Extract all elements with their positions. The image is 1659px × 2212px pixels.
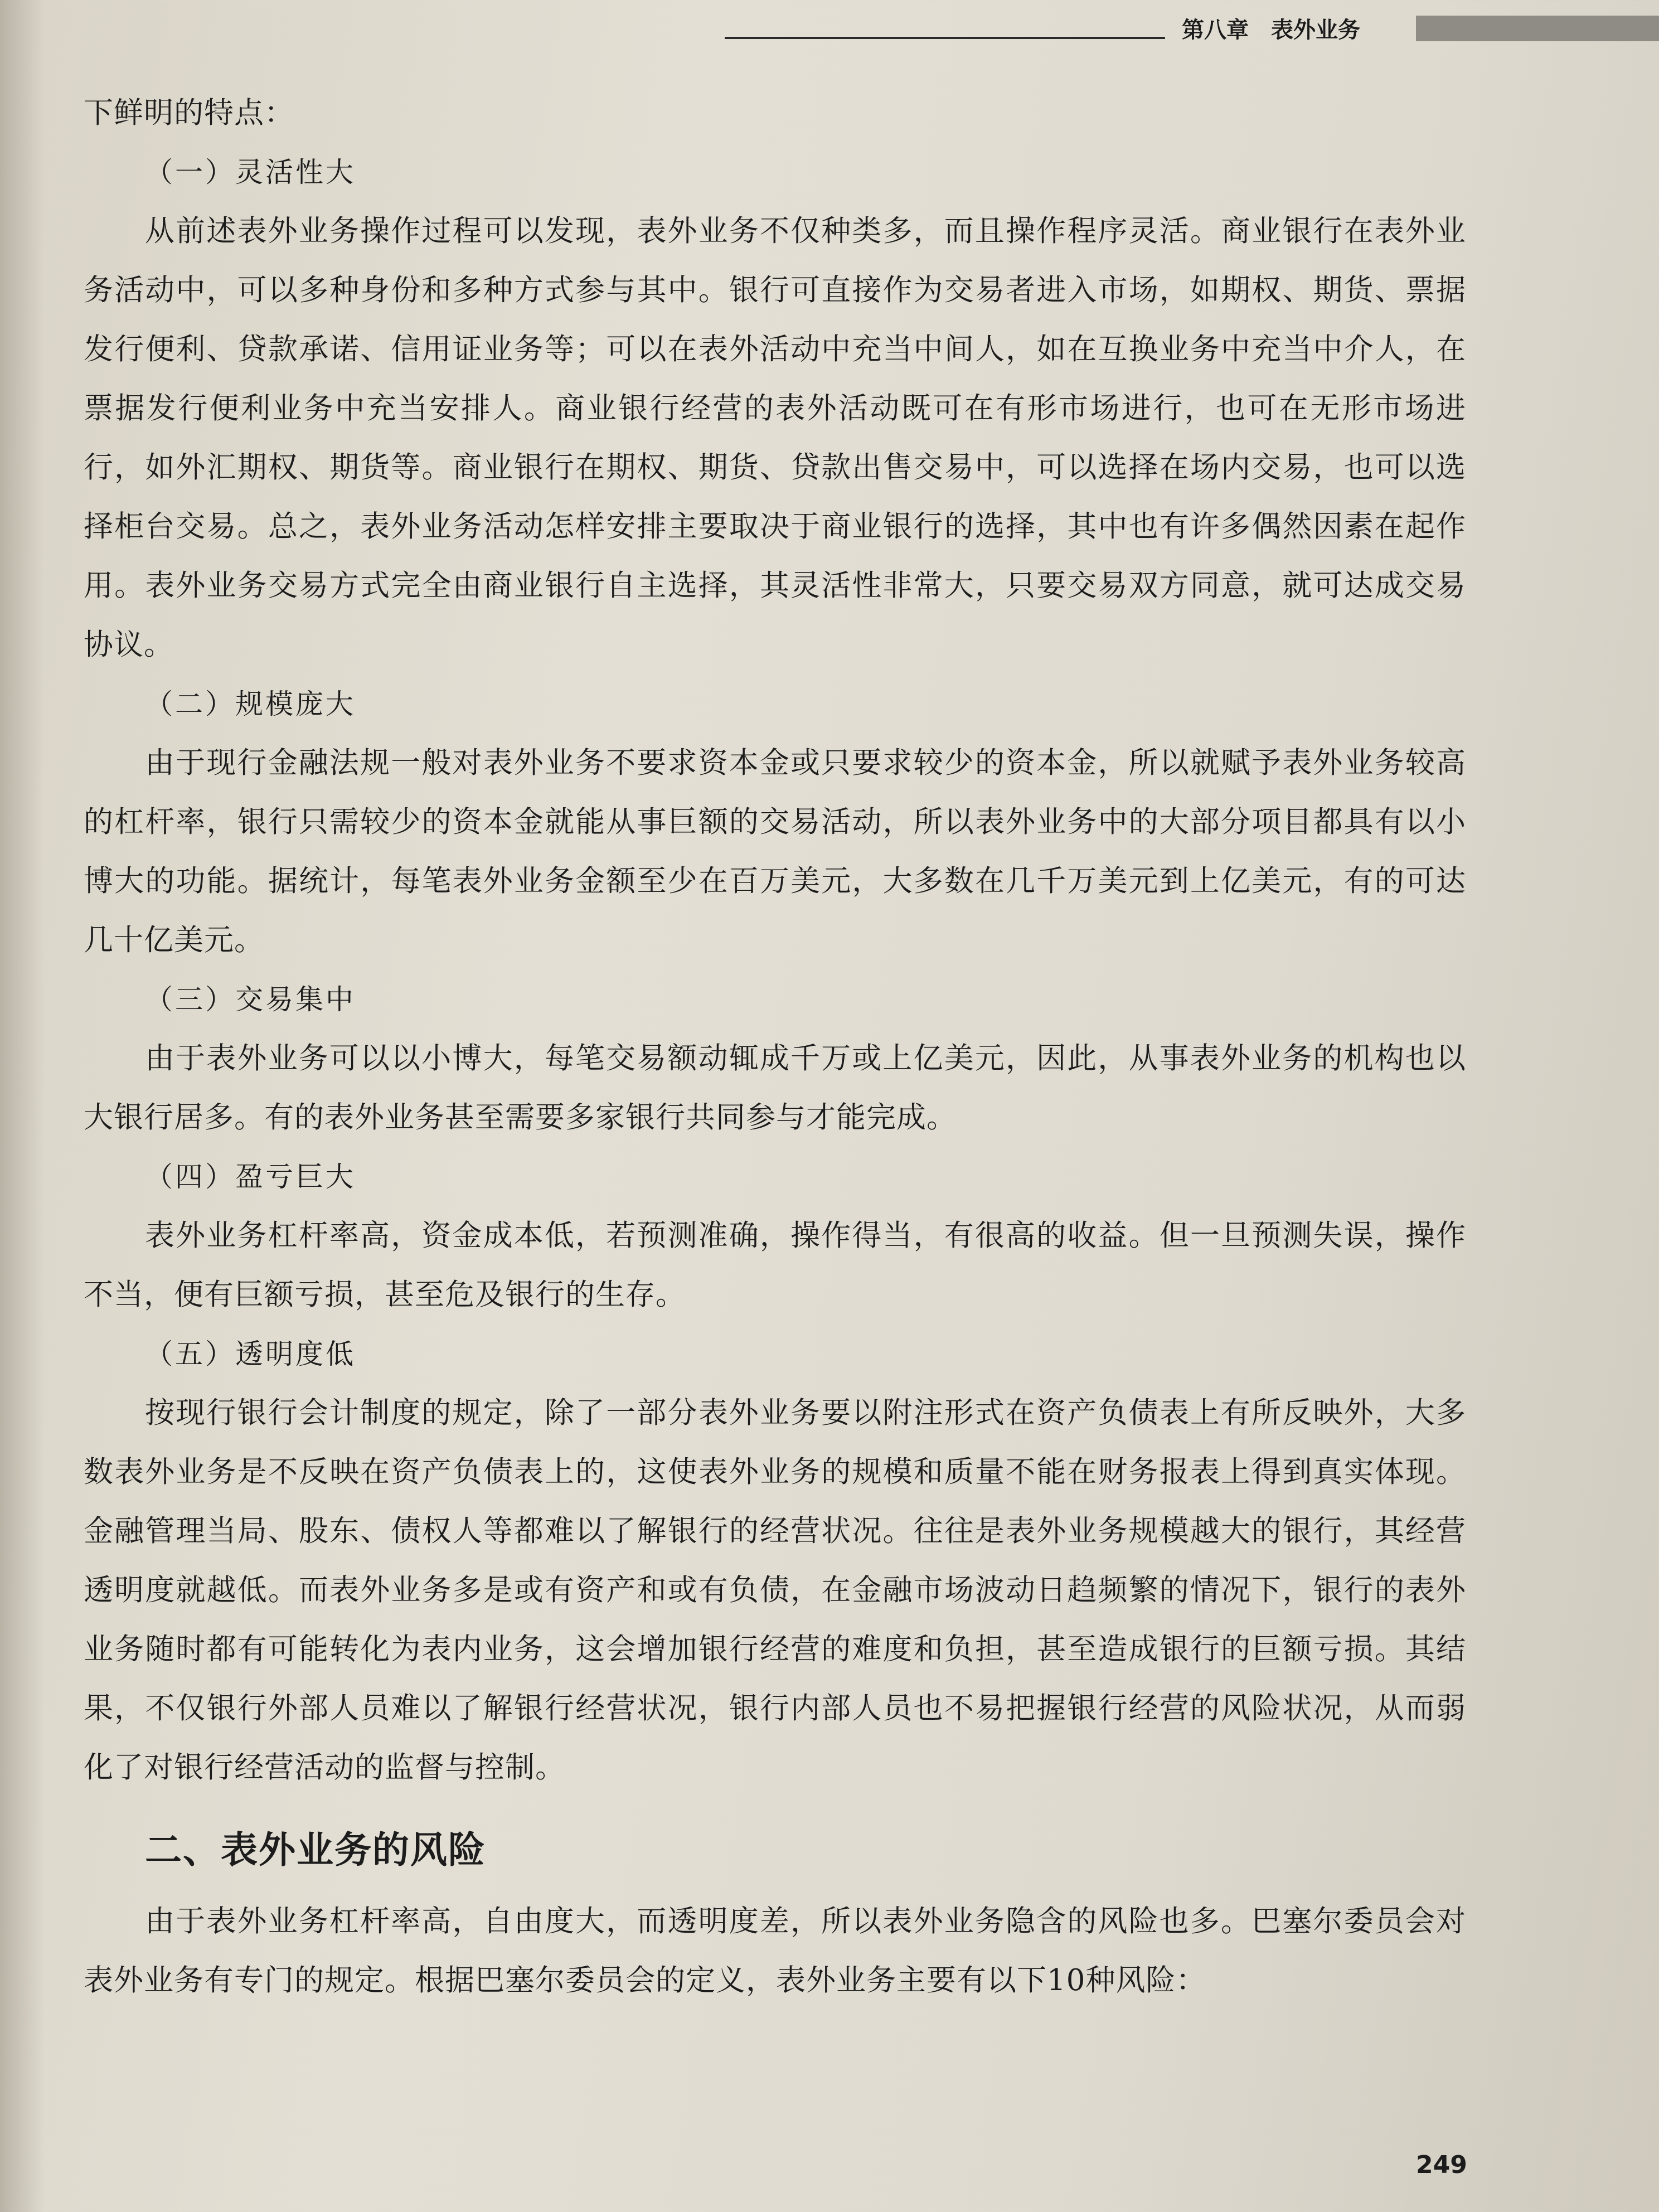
feature-heading-3: （三）交易集中 [145, 983, 356, 1016]
page-body [84, 84, 1466, 2010]
feature-paragraph-5: 按现行银行会计制度的规定，除了一部分表外业务要以附注形式在资产负债表上有所反映外，大多数表外业务是不反映在资产负债表上的，这使表外业务的规模和质量不能在财务报表上得到真实体现。金融管理当局、股东、债权人等都难以了解银行的经营状况。往往是表外业务规模越大的银行，其经营透明度就越低。而表外业务多是或有资产和或有负债，在金融市场波动日趋频繁的情况下，银行的表外业务随时都有可能转化为表内业务，这会增加银行经营的难度和负担，甚至造成银行的巨额亏损。其结果，不仅银行外部人员难以了解银行经营状况，银行内部人员也不易把握银行经营的风险状况，从而弱化了对银行经营活动的监督与控制。 [84, 1396, 1466, 1784]
feature-paragraph-3: 由于表外业务可以以小博大，每笔交易额动辄成千万或上亿美元，因此，从事表外业务的机构也以大银行居多。有的表外业务甚至需要多家银行共同参与才能完成。 [84, 1041, 1466, 1134]
feature-paragraph-1: 从前述表外业务操作过程可以发现，表外业务不仅种类多，而且操作程序灵活。商业银行在表外业务活动中，可以多种身份和多种方式参与其中。银行可直接作为交易者进入市场，如期权、期货、票据发行便利、贷款承诺、信用证业务等；可以在表外活动中充当中间人，如在互换业务中充当中介人，在票据发行便利业务中充当安排人。商业银行经营的表外活动既可在有形市场进行，也可在无形市场进行，如外汇期权、期货等。商业银行在期权、期货、贷款出售交易中，可以选择在场内交易，也可以选择柜台交易。总之，表外业务活动怎样安排主要取决于商业银行的选择，其中也有许多偶然因素在起作用。表外业务交易方式完全由商业银行自主选择，其灵活性非常大，只要交易双方同意，就可达成交易协议。 [84, 214, 1466, 662]
section-paragraph: 由于表外业务杠杆率高，自由度大，而透明度差，所以表外业务隐含的风险也多。巴塞尔委员会对表外业务有专门的规定。根据巴塞尔委员会的定义，表外业务主要有以下10种风险： [84, 1904, 1466, 1997]
chapter-tab-marker [1416, 16, 1659, 41]
lead-line: 下鲜明的特点： [84, 96, 294, 130]
feature-heading-2: （二）规模庞大 [145, 688, 356, 720]
header-rule [725, 37, 1165, 39]
feature-paragraph-4: 表外业务杠杆率高，资金成本低，若预测准确，操作得当，有很高的收益。但一旦预测失误，操作不当，便有巨额亏损，甚至危及银行的生存。 [84, 1219, 1466, 1312]
running-header [725, 12, 1659, 46]
page-gutter-shadow [0, 0, 45, 2212]
section-title: 二、表外业务的风险 [145, 1828, 486, 1871]
feature-heading-4: （四）盈亏巨大 [145, 1161, 356, 1193]
feature-heading-1: （一）灵活性大 [145, 156, 356, 188]
feature-paragraph-2: 由于现行金融法规一般对表外业务不要求资本金或只要求较少的资本金，所以就赋予表外业务较高的杠杆率，银行只需较少的资本金就能从事巨额的交易活动，所以表外业务中的大部分项目都具有以小博大的功能。据统计，每笔表外业务金额至少在百万美元，大多数在几千万美元到上亿美元，有的可达几十亿美元。 [84, 746, 1466, 957]
page-number: 249 [1416, 2151, 1467, 2179]
feature-heading-5: （五）透明度低 [145, 1338, 356, 1370]
chapter-title: 第八章 表外业务 [1182, 17, 1360, 43]
